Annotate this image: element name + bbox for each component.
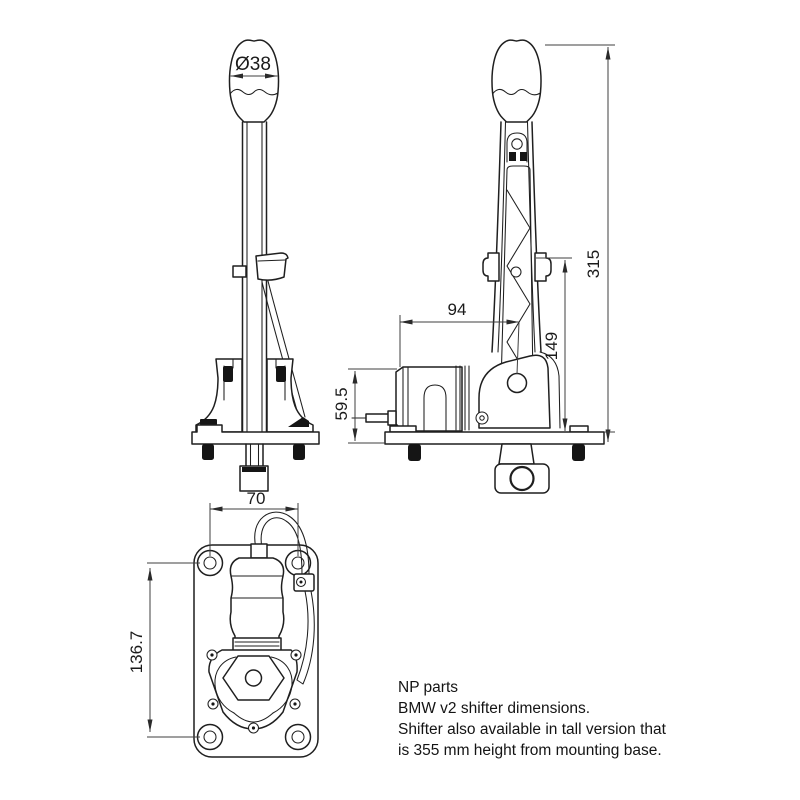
front-bolt-right: [293, 444, 305, 460]
dim-base-length: [127, 563, 200, 737]
note-line-1: NP parts: [398, 679, 459, 696]
dim-knob-diameter: [231, 54, 278, 76]
dim-base-height-label: 59.5: [332, 387, 351, 421]
side-view: [352, 40, 604, 493]
dim-total-height-label: 315: [584, 249, 603, 279]
dim-knob-diameter-label: Ø38: [235, 54, 271, 75]
front-shaft-clip: [256, 253, 288, 280]
front-view: [192, 40, 319, 491]
dim-total-height: [545, 45, 615, 442]
top-solenoid-body: [230, 558, 284, 645]
front-knob: [229, 40, 278, 122]
top-cable-gland: [251, 544, 267, 558]
side-motor-body: [396, 367, 462, 431]
side-bolt-right: [572, 444, 585, 461]
side-knob: [492, 40, 541, 122]
note-line-2: BMW v2 shifter dimensions.: [398, 700, 591, 717]
note-line-3: Shifter also available in tall version that: [398, 721, 666, 738]
top-view: [194, 512, 318, 757]
side-bolt-left: [408, 444, 421, 461]
side-base-plate: [385, 432, 604, 444]
dim-lever-height-label: 149: [542, 331, 561, 361]
side-clip-left: [483, 253, 499, 281]
drawing-notes: [398, 677, 666, 761]
dim-base-length-label: 136.7: [127, 630, 146, 674]
side-shaft-end: [495, 464, 549, 493]
front-clip-tab: [233, 266, 246, 277]
dim-pivot-offset-label: 94: [447, 300, 467, 319]
note-line-4: is 355 mm height from mounting base.: [398, 742, 662, 759]
dim-base-width-label: 70: [246, 489, 266, 508]
front-bolt-left: [202, 444, 214, 460]
side-clip-right: [535, 253, 551, 281]
